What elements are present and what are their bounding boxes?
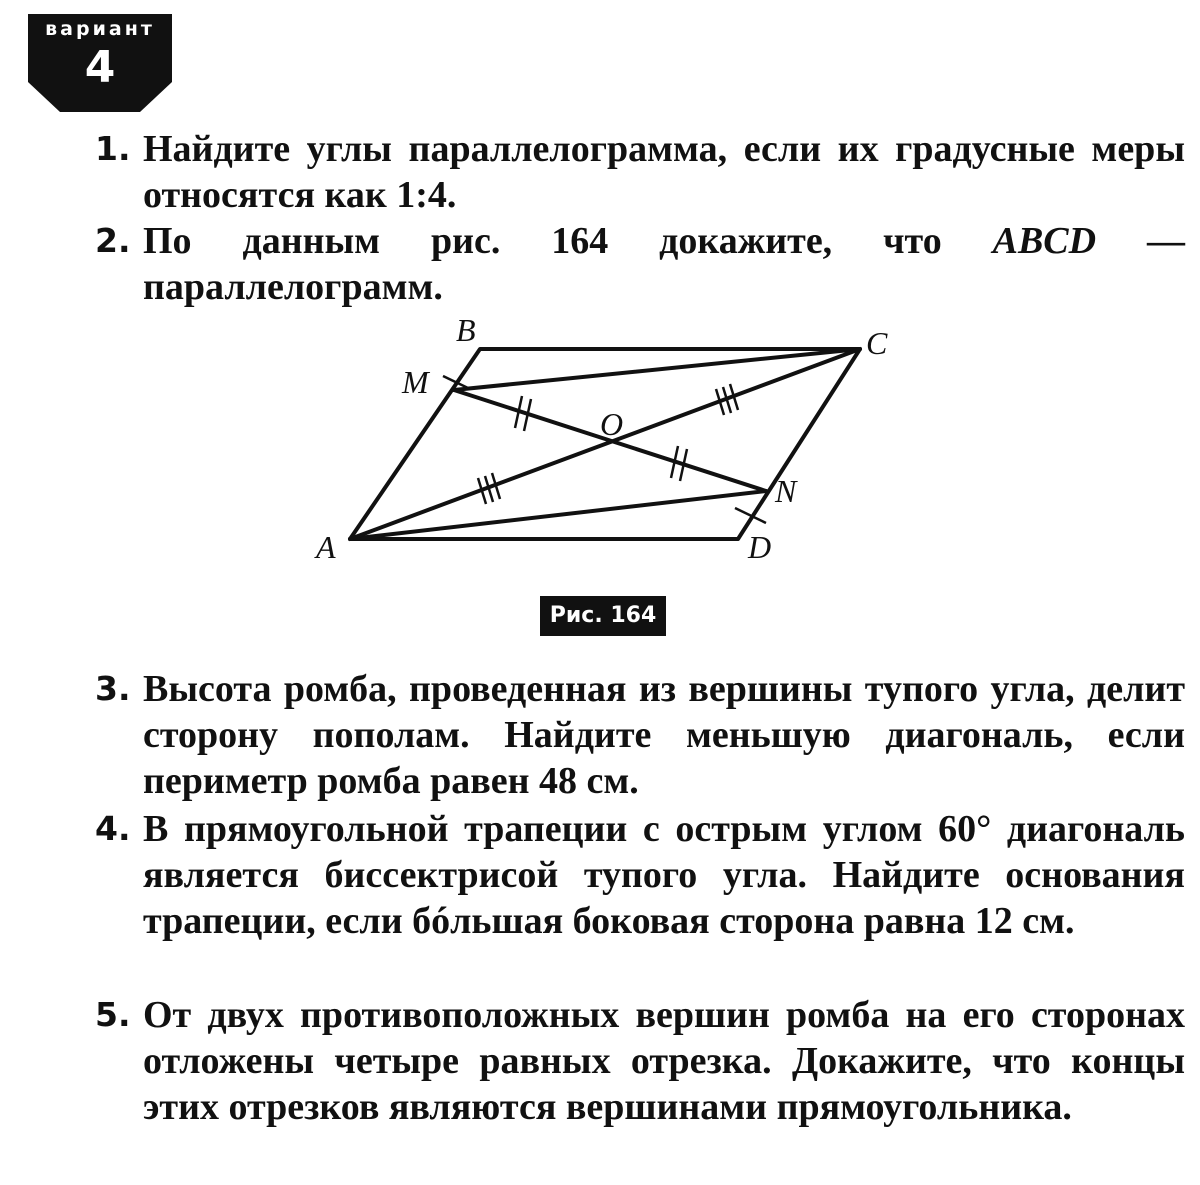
label-b: B <box>456 312 476 348</box>
problem-text: В прямоугольной трапеции с острым углом 60° диагональ является биссектрисой тупого угла. Найдите основания трапеции, если бóльшая боковая сторона равна 12 см. <box>143 808 1185 942</box>
problem-number: 3. <box>95 669 131 708</box>
figure-caption: Рис. 164 <box>540 596 666 636</box>
label-d: D <box>748 529 772 565</box>
label-c: C <box>866 325 888 361</box>
problem-5 <box>95 992 1185 1130</box>
problem-2 <box>95 218 1185 310</box>
segment-mc <box>454 349 860 390</box>
label-m: M <box>402 364 429 400</box>
problem-text: Найдите углы параллелограмма, если их градусные меры относятся как 1:4. <box>143 128 1185 216</box>
problem-text <box>143 218 1185 310</box>
figure-name: ABCD <box>992 220 1097 262</box>
problem-text-part: По данным рис. 164 докажите, что <box>143 220 993 262</box>
figure-164 <box>300 310 920 570</box>
label-n: N <box>775 473 797 509</box>
problem-3 <box>95 666 1185 804</box>
variant-badge <box>28 14 172 114</box>
variant-word: вариант <box>45 18 155 40</box>
problem-text: От двух противоположных вершин ромба на его сторонах отложены четыре равных отрезка. Докажите, что концы этих отрезков являются вершинами прямоугольника. <box>143 994 1185 1128</box>
parallelogram-diagram <box>300 310 920 570</box>
variant-number: 4 <box>84 42 116 93</box>
problem-text: Высота ромба, проведенная из вершины тупого угла, делит сторону пополам. Найдите меньшую диагональ, если периметр ромба равен 48 см. <box>143 668 1185 802</box>
problem-text-part: — параллелограмм. <box>143 220 1186 308</box>
label-o: O <box>600 406 624 442</box>
problem-4 <box>95 806 1185 944</box>
problem-number: 5. <box>95 995 131 1034</box>
problem-number: 4. <box>95 809 131 848</box>
label-a: A <box>316 529 336 565</box>
problem-number: 1. <box>95 129 131 168</box>
problem-number: 2. <box>95 221 131 260</box>
problem-1 <box>95 126 1185 218</box>
